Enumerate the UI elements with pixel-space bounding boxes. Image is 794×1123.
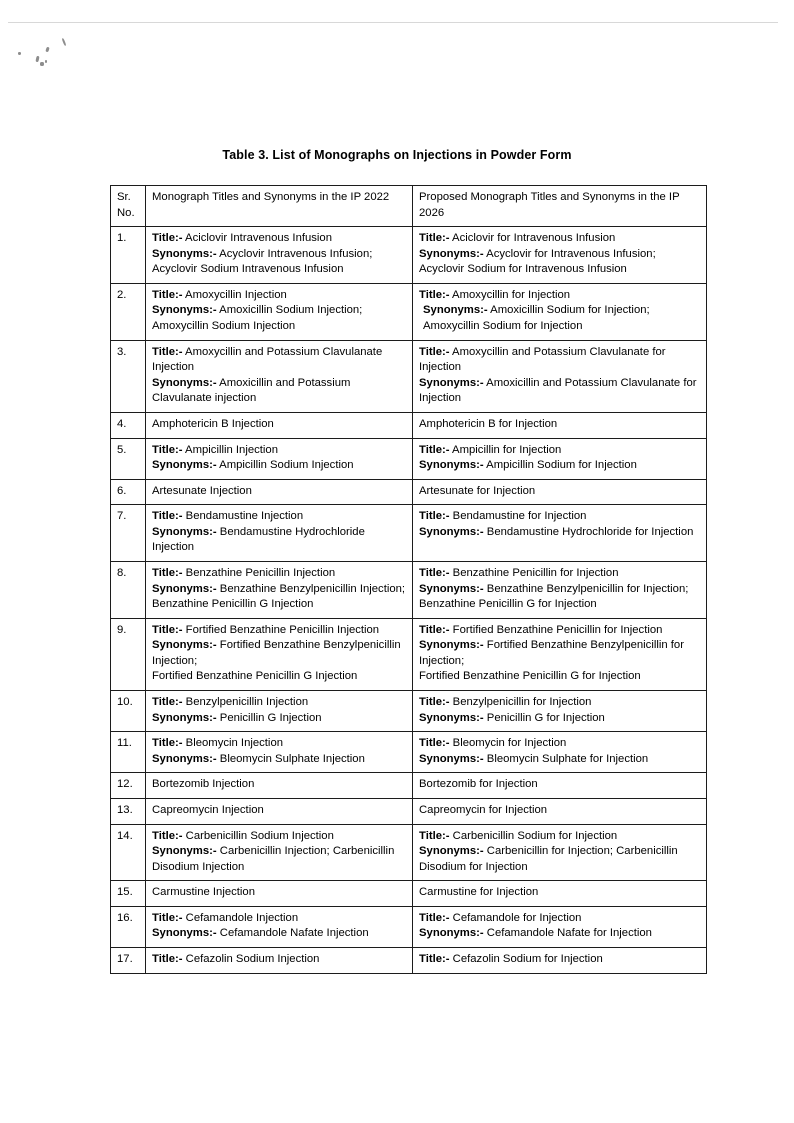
synonyms-value: Carbenicillin for Injection; Carbenicillin Disodium for Injection — [419, 845, 678, 873]
synonyms-line — [152, 926, 407, 942]
synonyms-value: Bleomycin Sulphate for Injection — [483, 752, 649, 765]
synonyms-value: Penicillin G Injection — [216, 711, 322, 724]
cell-sr-no: 2. — [111, 283, 146, 340]
synonyms-value: Cefamandole Nafate for Injection — [483, 927, 652, 940]
cell-new — [413, 947, 707, 973]
title-line — [419, 509, 701, 525]
synonyms-line — [419, 458, 701, 474]
title-value: Ampicillin Injection — [182, 443, 278, 456]
cell-old — [146, 691, 413, 732]
monograph-name: Amphotericin B for Injection — [419, 417, 558, 430]
synonyms-label: Synonyms:- — [419, 525, 484, 538]
synonyms-line — [152, 303, 407, 334]
cell-sr-no: 11. — [111, 732, 146, 773]
synonyms-value: Benzathine Benzylpenicillin for Injection; Benzathine Penicillin G for Injection — [419, 582, 689, 611]
synonyms-value: Benzathine Benzylpenicillin Injection; Benzathine Penicillin G Injection — [152, 582, 406, 611]
monograph-name: Capreomycin for Injection — [419, 803, 548, 816]
title-line — [419, 829, 701, 845]
cell-sr-no: 10. — [111, 691, 146, 732]
table-row — [111, 505, 707, 562]
title-value: Bleomycin for Injection — [449, 737, 567, 750]
synonyms-value: Fortified Benzathine Benzylpenicillin for Injection; — [419, 639, 684, 667]
monograph-name: Carmustine for Injection — [419, 886, 539, 899]
title-label: Title:- — [419, 232, 450, 245]
monograph-name: Carmustine Injection — [152, 886, 255, 899]
synonyms-line — [419, 638, 701, 669]
synonyms-line — [419, 525, 701, 541]
synonyms-label: Synonyms:- — [419, 927, 484, 940]
cell-new — [413, 227, 707, 284]
monograph-name: Bortezomib for Injection — [419, 778, 538, 791]
title-value: Amoxycillin and Potassium Clavulanate for Injection — [419, 345, 666, 374]
title-label: Title:- — [419, 623, 450, 636]
cell-old — [146, 906, 413, 947]
cell-sr-no: 15. — [111, 881, 146, 907]
title-label: Title:- — [152, 345, 183, 358]
title-label: Title:- — [152, 737, 183, 750]
scan-artifact-speck — [45, 47, 49, 53]
title-line — [419, 345, 701, 376]
synonyms-line — [152, 844, 407, 875]
column-header-sr-no: Sr. No. — [111, 186, 146, 227]
title-line — [419, 443, 701, 459]
synonyms-line — [152, 711, 407, 727]
table-row — [111, 773, 707, 799]
title-line — [152, 829, 407, 845]
synonyms-extra-line: Fortified Benzathine Penicillin G Injection — [152, 670, 358, 683]
cell-sr-no: 5. — [111, 438, 146, 479]
cell-old — [146, 479, 413, 505]
title-line — [152, 443, 407, 459]
title-label: Title:- — [419, 829, 450, 842]
synonyms-value: Amoxicillin Sodium for Injection; Amoxycillin Sodium for Injection — [423, 304, 650, 333]
synonyms-value: Fortified Benzathine Benzylpenicillin Injection; — [152, 639, 401, 667]
title-label: Title:- — [152, 288, 183, 301]
cell-new — [413, 906, 707, 947]
cell-old — [146, 340, 413, 412]
title-label: Title:- — [152, 829, 183, 842]
cell-old — [146, 227, 413, 284]
cell-sr-no: 9. — [111, 618, 146, 690]
title-label: Title:- — [419, 288, 450, 301]
title-value: Benzathine Penicillin Injection — [182, 566, 336, 579]
title-value: Carbenicillin Sodium Injection — [182, 829, 334, 842]
synonyms-label: Synonyms:- — [152, 752, 217, 765]
synonyms-line — [152, 376, 407, 407]
synonyms-value: Bendamustine Hydrochloride for Injection — [483, 525, 694, 538]
title-value: Bleomycin Injection — [182, 737, 284, 750]
title-label: Title:- — [152, 443, 183, 456]
title-line — [419, 566, 701, 582]
title-label: Title:- — [419, 737, 450, 750]
title-value: Cefazolin Sodium Injection — [182, 952, 320, 965]
title-value: Aciclovir for Intravenous Infusion — [449, 232, 616, 245]
monograph-name: Artesunate Injection — [152, 484, 252, 497]
cell-sr-no: 13. — [111, 798, 146, 824]
cell-old — [146, 824, 413, 881]
title-line — [152, 231, 407, 247]
title-line — [152, 288, 407, 304]
synonyms-label: Synonyms:- — [152, 376, 217, 389]
table-row — [111, 561, 707, 618]
title-line — [152, 509, 407, 525]
cell-new — [413, 340, 707, 412]
scan-edge-line — [8, 22, 778, 23]
scan-artifact-speck — [40, 62, 44, 66]
title-label: Title:- — [419, 510, 450, 523]
synonyms-label: Synonyms:- — [152, 525, 217, 538]
scan-artifact-speck — [45, 60, 47, 63]
cell-sr-no: 4. — [111, 412, 146, 438]
title-value: Benzylpenicillin Injection — [182, 696, 309, 709]
synonyms-label: Synonyms:- — [419, 711, 484, 724]
synonyms-label: Synonyms:- — [419, 376, 484, 389]
synonyms-label: Synonyms:- — [419, 752, 484, 765]
cell-sr-no: 16. — [111, 906, 146, 947]
title-label: Title:- — [152, 232, 183, 245]
synonyms-label: Synonyms:- — [419, 639, 484, 652]
title-line — [152, 952, 407, 968]
monograph-name: Amphotericin B Injection — [152, 417, 274, 430]
cell-old — [146, 505, 413, 562]
table-row — [111, 340, 707, 412]
title-label: Title:- — [419, 911, 450, 924]
synonyms-label: Synonyms:- — [152, 582, 217, 595]
title-value: Bendamustine Injection — [182, 510, 304, 523]
table-row — [111, 732, 707, 773]
table-row — [111, 824, 707, 881]
cell-sr-no: 14. — [111, 824, 146, 881]
table-row — [111, 691, 707, 732]
title-line — [419, 695, 701, 711]
title-line — [419, 231, 701, 247]
synonyms-line — [152, 752, 407, 768]
synonyms-label: Synonyms:- — [419, 459, 484, 472]
title-label: Title:- — [419, 952, 450, 965]
monograph-name: Bortezomib Injection — [152, 778, 255, 791]
title-value: Amoxycillin Injection — [182, 288, 287, 301]
table-header-row — [111, 186, 707, 227]
cell-new — [413, 479, 707, 505]
cell-new — [413, 283, 707, 340]
title-value: Bendamustine for Injection — [449, 510, 587, 523]
cell-old — [146, 947, 413, 973]
table-row — [111, 618, 707, 690]
cell-old — [146, 798, 413, 824]
synonyms-value: Amoxicillin and Potassium Clavulanate for Injection — [419, 376, 697, 405]
cell-old — [146, 618, 413, 690]
cell-new — [413, 412, 707, 438]
synonyms-line — [419, 582, 701, 613]
synonyms-value: Amoxicillin and Potassium Clavulanate injection — [152, 376, 351, 405]
title-value: Benzathine Penicillin for Injection — [449, 566, 619, 579]
title-line — [419, 288, 701, 304]
synonyms-label: Synonyms:- — [423, 304, 488, 317]
cell-old — [146, 881, 413, 907]
synonyms-label: Synonyms:- — [152, 927, 217, 940]
scan-artifact-speck — [35, 56, 39, 62]
monograph-name: Artesunate for Injection — [419, 484, 536, 497]
title-line — [152, 911, 407, 927]
title-label: Title:- — [152, 623, 183, 636]
synonyms-line — [152, 638, 407, 669]
synonyms-line — [419, 844, 701, 875]
title-line — [152, 345, 407, 376]
scan-artifact-speck — [18, 52, 21, 55]
title-line — [419, 623, 701, 639]
cell-new — [413, 773, 707, 799]
cell-new — [413, 824, 707, 881]
synonyms-label: Synonyms:- — [152, 639, 217, 652]
table-row — [111, 947, 707, 973]
cell-sr-no: 7. — [111, 505, 146, 562]
column-header-ip-2026: Proposed Monograph Titles and Synonyms in the IP 2026 — [413, 186, 707, 227]
title-value: Amoxycillin and Potassium Clavulanate Injection — [152, 345, 383, 374]
table-row — [111, 479, 707, 505]
synonyms-extra-line: Fortified Benzathine Penicillin G for Injection — [419, 670, 641, 683]
table-body — [111, 227, 707, 973]
cell-old — [146, 412, 413, 438]
title-line — [419, 911, 701, 927]
table-row — [111, 412, 707, 438]
synonyms-line — [419, 752, 701, 768]
cell-old — [146, 438, 413, 479]
cell-new — [413, 798, 707, 824]
synonyms-label: Synonyms:- — [152, 845, 217, 858]
cell-new — [413, 438, 707, 479]
column-header-ip-2022: Monograph Titles and Synonyms in the IP 2022 — [146, 186, 413, 227]
cell-new — [413, 691, 707, 732]
monograph-table — [110, 185, 707, 974]
table-row — [111, 438, 707, 479]
synonyms-label: Synonyms:- — [419, 845, 484, 858]
title-value: Carbenicillin Sodium for Injection — [449, 829, 618, 842]
cell-new — [413, 505, 707, 562]
synonyms-label: Synonyms:- — [152, 459, 217, 472]
cell-sr-no: 1. — [111, 227, 146, 284]
title-label: Title:- — [419, 696, 450, 709]
synonyms-line — [419, 926, 701, 942]
title-value: Benzylpenicillin for Injection — [449, 696, 592, 709]
cell-new — [413, 881, 707, 907]
title-line — [152, 736, 407, 752]
synonyms-label: Synonyms:- — [419, 582, 484, 595]
title-value: Fortified Benzathine Penicillin for Injection — [449, 623, 663, 636]
title-value: Cefamandole Injection — [182, 911, 299, 924]
synonyms-label: Synonyms:- — [152, 247, 217, 260]
title-value: Amoxycillin for Injection — [449, 288, 571, 301]
table-row — [111, 906, 707, 947]
synonyms-line — [419, 303, 701, 334]
title-label: Title:- — [152, 566, 183, 579]
synonyms-value: Acyclovir for Intravenous Infusion; Acyclovir Sodium for Intravenous Infusion — [419, 247, 656, 276]
cell-sr-no: 8. — [111, 561, 146, 618]
title-value: Fortified Benzathine Penicillin Injection — [182, 623, 380, 636]
title-value: Cefamandole for Injection — [449, 911, 582, 924]
synonyms-line — [152, 582, 407, 613]
table-header — [111, 186, 707, 227]
cell-old — [146, 773, 413, 799]
title-line — [419, 952, 701, 968]
cell-old — [146, 732, 413, 773]
title-value: Cefazolin Sodium for Injection — [449, 952, 603, 965]
cell-new — [413, 732, 707, 773]
cell-sr-no: 17. — [111, 947, 146, 973]
title-label: Title:- — [152, 510, 183, 523]
table-row — [111, 881, 707, 907]
synonyms-line — [419, 711, 701, 727]
title-line — [152, 623, 407, 639]
synonyms-line — [419, 376, 701, 407]
cell-sr-no: 6. — [111, 479, 146, 505]
title-label: Title:- — [419, 443, 450, 456]
synonyms-value: Ampicillin Sodium Injection — [216, 459, 354, 472]
monograph-table-container — [110, 185, 706, 974]
synonyms-value: Penicillin G for Injection — [483, 711, 605, 724]
table-row — [111, 227, 707, 284]
scan-artifact-speck — [62, 38, 67, 46]
table-row — [111, 283, 707, 340]
title-value: Ampicillin for Injection — [449, 443, 562, 456]
synonyms-label: Synonyms:- — [152, 304, 217, 317]
cell-new — [413, 618, 707, 690]
title-label: Title:- — [152, 696, 183, 709]
title-label: Title:- — [152, 952, 183, 965]
cell-old — [146, 283, 413, 340]
page-title: Table 3. List of Monographs on Injections in Powder Form — [222, 148, 572, 162]
monograph-name: Capreomycin Injection — [152, 803, 264, 816]
title-line — [152, 695, 407, 711]
table-row — [111, 798, 707, 824]
cell-sr-no: 12. — [111, 773, 146, 799]
title-line — [419, 736, 701, 752]
title-label: Title:- — [419, 345, 450, 358]
synonyms-label: Synonyms:- — [419, 247, 484, 260]
synonyms-line — [152, 458, 407, 474]
synonyms-value: Bendamustine Hydrochloride Injection — [152, 525, 365, 554]
synonyms-label: Synonyms:- — [152, 711, 217, 724]
synonyms-value: Carbenicillin Injection; Carbenicillin Disodium Injection — [152, 845, 395, 873]
title-label: Title:- — [152, 911, 183, 924]
synonyms-line — [152, 525, 407, 556]
synonyms-value: Ampicillin Sodium for Injection — [483, 459, 637, 472]
title-label: Title:- — [419, 566, 450, 579]
synonyms-value: Amoxicillin Sodium Injection; Amoxycillin Sodium Injection — [152, 304, 363, 333]
synonyms-value: Bleomycin Sulphate Injection — [216, 752, 365, 765]
title-value: Aciclovir Intravenous Infusion — [182, 232, 332, 245]
cell-new — [413, 561, 707, 618]
cell-old — [146, 561, 413, 618]
synonyms-line — [152, 247, 407, 278]
title-line — [152, 566, 407, 582]
synonyms-value: Acyclovir Intravenous Infusion; Acyclovir Sodium Intravenous Infusion — [152, 247, 373, 276]
cell-sr-no: 3. — [111, 340, 146, 412]
synonyms-line — [419, 247, 701, 278]
synonyms-value: Cefamandole Nafate Injection — [216, 927, 369, 940]
